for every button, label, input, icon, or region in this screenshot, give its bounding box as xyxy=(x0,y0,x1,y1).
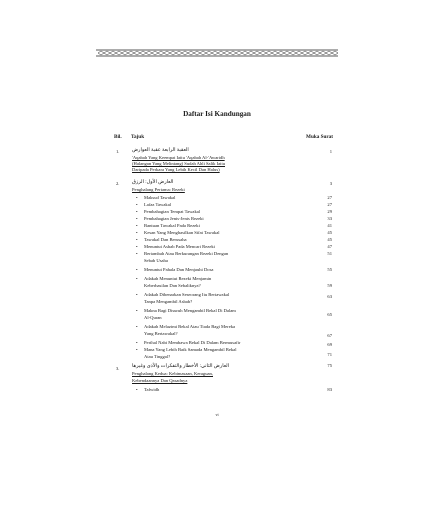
list-item-page: 59 xyxy=(327,283,332,288)
list-item-page: 51 xyxy=(327,251,332,256)
list-item-page: 69 xyxy=(327,342,332,347)
decorative-border-ornament xyxy=(96,48,338,58)
list-item-continuation: Tanpa Mengambil Asbab? xyxy=(144,299,193,304)
entry-page-number: 3 xyxy=(329,181,332,186)
list-item-continuation: Sebab Usaha xyxy=(144,258,168,263)
list-item-page: 45 xyxy=(327,237,332,242)
entry-title-line: 'Aqabah Yang Keempat Iaitu 'Aqabah Al-'Awaridh xyxy=(132,155,225,160)
list-item-page: 71 xyxy=(327,352,332,357)
entry-page-number: 75 xyxy=(327,363,332,368)
list-item: • Mana Yang Lebih Baik Samada Mengambil Bekal xyxy=(144,347,237,352)
entry-title-line: Kebendaannya Dan Qasadnya xyxy=(132,378,188,383)
footer-page-number: vi xyxy=(215,412,219,417)
list-item: • Adakah Melazimi Bekal Atau Tiada Bagi Mereka xyxy=(144,324,235,329)
list-item: • Pembahagian Tempat Tawakal xyxy=(144,209,200,214)
entry-title-line: Penghalang Kedua: Kebimasaan, Keraguan, xyxy=(132,371,213,376)
list-item: • Lafaz Tawakal xyxy=(144,202,171,207)
entry-number: 2. xyxy=(116,181,120,186)
column-header-page: Muka Surat xyxy=(303,134,333,514)
entry-number: 3. xyxy=(116,366,120,371)
document-page xyxy=(96,40,338,420)
list-item-continuation: Yang Bertawakal? xyxy=(144,331,178,336)
list-item-page: 27 xyxy=(327,202,332,207)
list-item-continuation: Atau Tinggal? xyxy=(144,354,171,359)
list-item: • Makna Bagi Disuruh Mengambil Bekal Di Dalam xyxy=(144,308,236,313)
list-item-continuation: Al-Quran xyxy=(144,315,162,320)
column-header-tajuk: Tajuk xyxy=(131,134,145,140)
list-item: • Perihal Nabi Membawa Bekal Di Dalam Bermusafir xyxy=(144,340,240,345)
entry-number: 1. xyxy=(116,149,120,154)
list-item: • Bertambah Atau Berkurangan Rezeki Dengan xyxy=(144,251,228,256)
page-title: Daftar Isi Kandungan xyxy=(183,110,251,118)
list-item: • Kesan Yang Menghasilkan Sifat Tawakal xyxy=(144,230,220,235)
list-item: • Tafwidh xyxy=(144,387,159,392)
column-header-bil: Bil. xyxy=(114,134,122,140)
list-item: • Adakah Dibenarkan Seseorang Itu Bertawakal xyxy=(144,292,229,297)
list-item-page: 83 xyxy=(327,387,332,392)
list-item-page: 41 xyxy=(327,223,332,228)
list-item: • Menuntut Pahala Dan Menjauhi Dosa xyxy=(144,267,213,272)
list-item: • Menuntut Asbab Pada Mencari Rezeki xyxy=(144,244,215,249)
list-item-page: 55 xyxy=(327,267,332,272)
list-item: • Tawakal Dan Berusaha xyxy=(144,237,187,242)
list-item-page: 27 xyxy=(327,195,332,200)
entry-arabic-title: العارض الأول: الرزق xyxy=(132,180,174,185)
list-item-page: 47 xyxy=(327,244,332,249)
list-item: • Pembahagian Jenis-Jenis Rezeki xyxy=(144,216,204,221)
list-item-page: 45 xyxy=(327,230,332,235)
list-item-page: 67 xyxy=(327,333,332,338)
list-item: • Maksud Tawakal xyxy=(144,195,175,200)
entry-title-line: Penghalang Pertama: Rezeki xyxy=(132,187,185,192)
list-item-continuation: Keberhasilan Dan Sebaliknya? xyxy=(144,283,201,288)
list-item: • Bantuan Tawakal Pada Rezeki xyxy=(144,223,200,228)
list-item-page: 65 xyxy=(327,312,332,317)
entry-title-line: (Halangan Yang Melintang) Sudah Ahli Salik Iaitu xyxy=(132,161,226,166)
entry-title-line: Daripada Perkara Yang Lebih Kecil Dan Halus) xyxy=(132,167,220,172)
list-item: • Adakah Menuntut Rezeki Menjamin xyxy=(144,276,211,281)
list-item-page: 63 xyxy=(327,294,332,299)
entry-page-number: 1 xyxy=(329,149,332,154)
list-item-page: 29 xyxy=(327,209,332,214)
entry-arabic-title: العقبة الرابعة عقبة العوارض xyxy=(132,148,189,153)
entry-arabic-title: العارض الثاني: الأخطار والتفكرات والأذى وغيرها xyxy=(132,364,230,369)
list-item-page: 33 xyxy=(327,216,332,221)
